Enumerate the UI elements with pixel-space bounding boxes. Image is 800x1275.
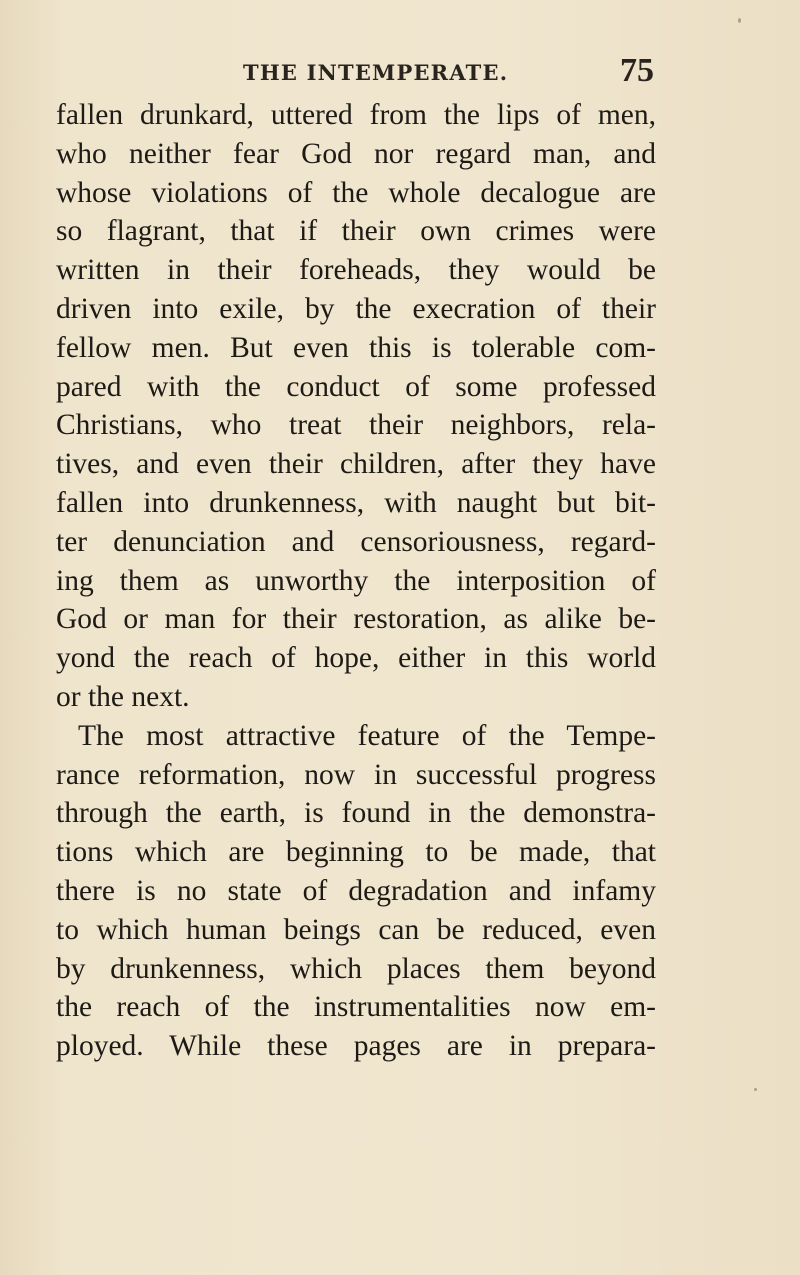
text-line: there is no state of degradation and infamy — [56, 874, 656, 907]
text-line: written in their foreheads, they would be — [56, 254, 656, 287]
text-line: whose violations of the whole decalogue are — [56, 176, 656, 209]
text-line: fellow men. But even this is tolerable com- — [56, 331, 656, 364]
text-line: tions which are beginning to be made, that — [56, 836, 656, 869]
text-line: so flagrant, that if their own crimes were — [56, 215, 656, 248]
text-line: who neither fear God nor regard man, and — [56, 137, 656, 170]
text-line: fallen drunkard, uttered from the lips of men, — [56, 99, 656, 131]
page-header — [0, 52, 800, 92]
text-line: through the earth, is found in the demonstra- — [56, 797, 656, 830]
text-line: fallen into drunkenness, with naught but bit- — [56, 486, 656, 519]
text-line: driven into exile, by the execration of their — [56, 292, 656, 325]
text-line: pared with the conduct of some professed — [56, 370, 656, 403]
body-text — [56, 96, 656, 1066]
text-line: ployed. While these pages are in prepara- — [56, 1030, 656, 1063]
text-line: God or man for their restoration, as alike be- — [56, 603, 656, 636]
text-line: by drunkenness, which places them beyond — [56, 952, 656, 985]
text-line: ing them as unworthy the interposition of — [56, 564, 656, 597]
text-line: to which human beings can be reduced, even — [56, 913, 656, 946]
paragraph-start-line: The most attractive feature of the Tempe- — [78, 719, 656, 752]
text-line: Christians, who treat their neighbors, rela- — [56, 409, 656, 442]
text-line: yond the reach of hope, either in this world — [56, 642, 656, 675]
page-number: 75 — [620, 52, 654, 89]
text-line: ter denunciation and censoriousness, regard- — [56, 525, 656, 558]
text-line: tives, and even their children, after they have — [56, 448, 656, 481]
running-head: THE INTEMPERATE. — [243, 60, 509, 85]
text-line: rance reformation, now in successful progress — [56, 758, 656, 791]
text-line: the reach of the instrumentalities now em- — [56, 991, 656, 1024]
paper-speck — [738, 18, 741, 23]
paper-speck — [754, 1088, 757, 1091]
paragraph-end-line: or the next. — [56, 680, 190, 713]
